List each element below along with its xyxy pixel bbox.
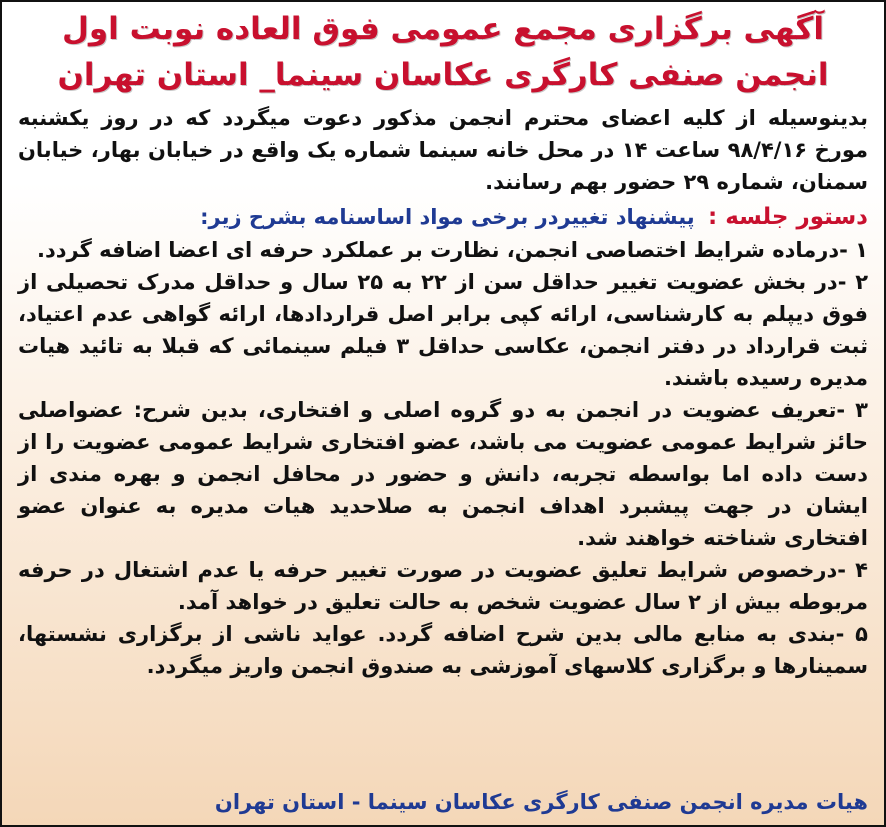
announcement-title — [18, 6, 868, 98]
invitation-text: بدینوسیله از کلیه اعضای محترم انجمن مذکور دعوت میگردد که در روز یکشنبه مورخ ۹۸/۴/۱۶ ساعت ۱۴ در محل خانه سینما شماره یک واقع در خیابان بهار، خیابان سمنان، شماره ۲۹ حضور بهم رسانند. — [18, 106, 869, 194]
agenda-item-5: ۵ -بندی به منابع مالی بدین شرح اضافه گردد. عواید ناشی از برگزاری نشستها، سمینارها و برگزاری کلاسهای آموزشی به صندوق انجمن واریز میگردد. — [18, 622, 868, 678]
agenda-item-2: ۲ -در بخش عضویت تغییر حداقل سن از ۲۲ به ۲۵ سال و حداقل مدرک تحصیلی از فوق دیپلم به کارشناسی، ارائه کپی برابر اصل قراردادها، ارائه گواهی عدم اعتیاد، ثبت قرارداد در دفتر انجمن، عکاسی حداقل ۳ فیلم سینمائی که قبلا به تائید هیات مدیره رسیده باشند. — [18, 270, 869, 390]
agenda-item-4: ۴ -درخصوص شرایط تعلیق عضویت در صورت تغییر حرفه یا عدم اشتغال در حرفه مربوطه بیش از ۲ سال عضویت شخص به حالت تعلیق در خواهد آمد. — [18, 558, 868, 614]
title-line-2: انجمن صنفی کارگری عکاسان سینما_ استان تهران — [57, 57, 829, 93]
agenda-item-1: ۱ -درماده شرایط اختصاصی انجمن، نظارت بر عملکرد حرفه ای اعضا اضافه گردد. — [36, 238, 868, 262]
agenda-heading — [18, 200, 868, 234]
agenda-subtitle: پیشنهاد تغییردر برخی مواد اساسنامه بشرح زیر: — [200, 205, 695, 229]
agenda-label: دستور جلسه : — [707, 204, 868, 230]
agenda-item-3: ۳ -تعریف عضویت در انجمن به دو گروه اصلی و افتخاری، بدین شرح: عضواصلی حائز شرایط عمومی عضویت می باشد، عضو افتخاری شرایط عمومی عضویت را از دست داده اما بواسطه تجربه، دانش و حضور در محافل انجمن و بهره مندی از ایشان در جهت پیشبرد اهداف انجمن به صلاحدید هیات مدیره به عنوان عضو افتخاری شناخته خواهند شد. — [18, 398, 868, 550]
board-signature: هیات مدیره انجمن صنفی کارگری عکاسان سینما - استان تهران — [214, 790, 868, 814]
title-line-1: آگهی برگزاری مجمع عمومی فوق العاده نوبت اول — [62, 11, 824, 47]
